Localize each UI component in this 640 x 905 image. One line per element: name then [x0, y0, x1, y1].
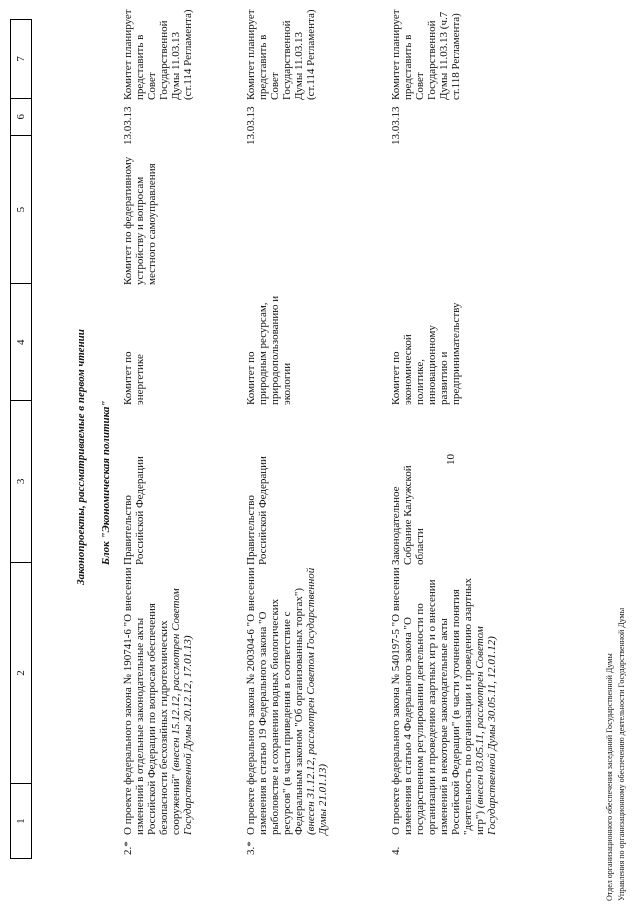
column-number-header	[10, 19, 32, 859]
bill-note: (внесен 03.05.11, рассмотрен Советом Государственной Думы 30.05.11, 12.01.12)	[474, 626, 498, 835]
responsible-committee: Комитет по экономической политике, инновационному развитию и предпринимательству	[390, 302, 462, 405]
row-number: 2.*	[122, 841, 134, 855]
bill-title: О проекте федерального закона № 540197-5 "О внесении изменения в статью 4 Федерального закона "О государственном регулировании деятельности по организации и проведению азартных игр и о внесении изменений в некоторые законодательные акты Российской Федерации" (в части уточнения понятия "деятельность по организации и проведению азартных игр")	[390, 567, 486, 835]
column-number: 6	[11, 98, 31, 135]
footer-line-2: Управления по организационному обеспечению деятельности Государственной Думы	[617, 607, 626, 901]
remark: Комитет планирует представить в Совет Государственной Думы 11.03.13 (ст.114 Регламента)	[245, 9, 317, 100]
date: 13.03.13	[390, 106, 402, 145]
section-title: Законопроекты, рассматриваемые в первом чтении	[75, 329, 87, 585]
row-number: 4.	[390, 846, 402, 855]
bill-title: О проекте федерального закона № 190741-6 "О внесении изменений в отдельные законодательные акты Российской Федерации по вопросам обеспечения безопасности бесхозяйных гидротехнических сооружений"	[122, 567, 182, 835]
initiator: Правительство Российской Федерации	[245, 456, 269, 565]
bill-note: (внесен 31.12.12, рассмотрен Советом Государственной Думы 21.01.13)	[305, 567, 329, 835]
row-number: 3.*	[245, 841, 257, 855]
date: 13.03.13	[245, 106, 257, 145]
column-number: 1	[11, 783, 31, 858]
remark: Комитет планирует представить в Совет Государственной Думы 11.03.13 (ст.114 Регламента)	[122, 9, 194, 100]
bill-description	[122, 567, 194, 835]
footer-line-1: Отдел организационного обеспечения заседаний Государственной Думы	[605, 653, 614, 901]
date: 13.03.13	[122, 106, 134, 145]
remark: Комитет планирует представить в Совет Государственной Думы 11.03.13 (ч.7 ст.118 Регламента)	[390, 9, 462, 100]
column-number: 4	[11, 283, 31, 400]
responsible-committee: Комитет по природным ресурсам, природопользованию и экологии	[245, 295, 293, 405]
column-number: 3	[11, 400, 31, 562]
bill-note: (внесен 15.12.12, рассмотрен Советом Государственной Думы 20.12.12, 17.01.13)	[170, 588, 194, 835]
block-title: Блок "Экономическая политика"	[100, 400, 112, 565]
bill-description	[390, 567, 498, 835]
bill-description	[245, 567, 329, 835]
column-number: 2	[11, 562, 31, 783]
column-number: 7	[15, 56, 27, 62]
initiator: Правительство Российской Федерации	[122, 456, 146, 565]
column-number: 5	[11, 135, 31, 284]
initiator: Законодательное Собрание Калужской области	[390, 465, 426, 565]
responsible-committee: Комитет по энергетике	[122, 351, 146, 405]
page-number: 10	[445, 454, 457, 465]
co-committee: Комитет по федеративному устройству и вопросам местного самоуправления	[122, 156, 158, 285]
bill-title: О проекте федерального закона № 200304-6 "О внесении изменения в статью 19 Федерального закона "О рыболовстве и сохранении водных биологических ресурсов" (в части приведения в соответствие с Федеральным законом "Об организованных торгах")	[245, 567, 305, 835]
